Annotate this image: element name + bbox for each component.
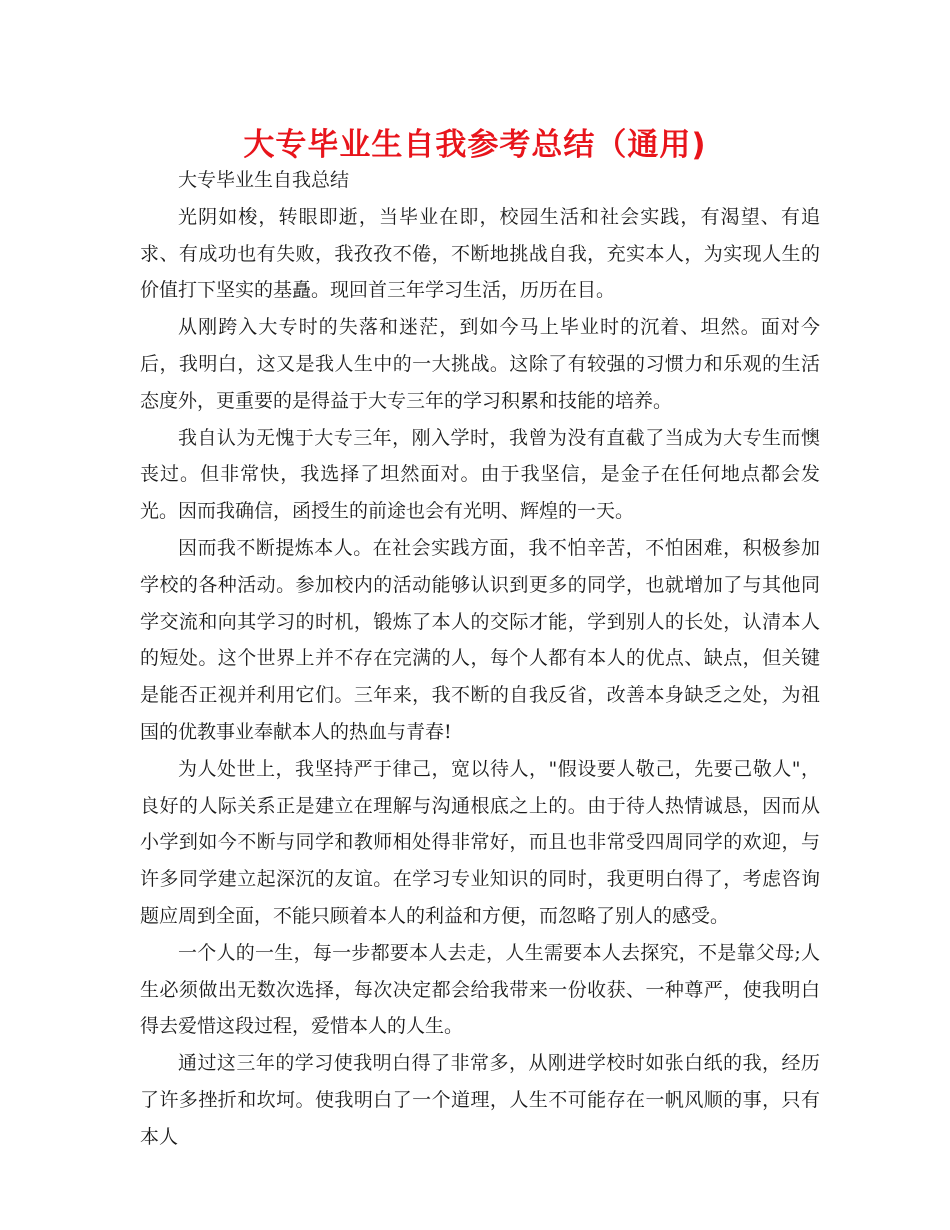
document-body xyxy=(140,162,820,1156)
paragraph: 为人处世上，我坚持严于律己，宽以待人，"假设要人敬己，先要己敬人"，良好的人际关系正是建立在理解与沟通根底之上的。由于待人热情诚恳，因而从小学到如今不断与同学和教师相处得非常好，而且也非常受四周同学的欢迎，与许多同学建立起深沉的友谊。在学习专业知识的同时，我更明白得了，考虑咨询题应周到全面，不能只顾着本人的利益和方便，而忽略了别人的感受。 xyxy=(140,757,820,927)
paragraph: 一个人的一生，每一步都要本人去走，人生需要本人去探究，不是靠父母;人生必须做出无数次选择，每次决定都会给我带来一份收获、一种尊严，使我明白得去爱惜这段过程，爱惜本人的人生。 xyxy=(140,941,820,1038)
paragraph: 光阴如梭，转眼即逝，当毕业在即，校园生活和社会实践，有渴望、有追求、有成功也有失败，我孜孜不倦，不断地挑战自我，充实本人，为实现人生的价值打下坚实的基矗。现回首三年学习生活，历历在目。 xyxy=(140,205,820,302)
paragraph: 从刚跨入大专时的失落和迷茫，到如今马上毕业时的沉着、坦然。面对今后，我明白，这又是我人生中的一大挑战。这除了有较强的习惯力和乐观的生活态度外，更重要的是得益于大专三年的学习积累和技能的培养。 xyxy=(140,316,820,412)
paragraph: 因而我不断提炼本人。在社会实践方面，我不怕辛苦，不怕困难，积极参加学校的各种活动。参加校内的活动能够认识到更多的同学，也就增加了与其他同学交流和向其学习的时机，锻炼了本人的交际才能，学到别人的长处，认清本人的短处。这个世界上并不存在完满的人，每个人都有本人的优点、缺点，但关键是能否正视并利用它们。三年来，我不断的自我反省，改善本身缺乏之处，为祖国的优教事业奉献本人的热血与青春! xyxy=(140,536,820,743)
document-subtitle: 大专毕业生自我总结 xyxy=(178,169,350,191)
paragraph: 我自认为无愧于大专三年，刚入学时，我曾为没有直截了当成为大专生而懊丧过。但非常快，我选择了坦然面对。由于我坚信，是金子在任何地点都会发光。因而我确信，函授生的前途也会有光明、辉煌的一天。 xyxy=(140,426,820,523)
paragraph: 通过这三年的学习使我明白得了非常多，从刚进学校时如张白纸的我，经历了许多挫折和坎坷。使我明白了一个道理，人生不可能存在一帆风顺的事，只有本人 xyxy=(140,1052,820,1148)
document-title: 大专毕业生自我参考总结（通用) xyxy=(243,127,707,163)
